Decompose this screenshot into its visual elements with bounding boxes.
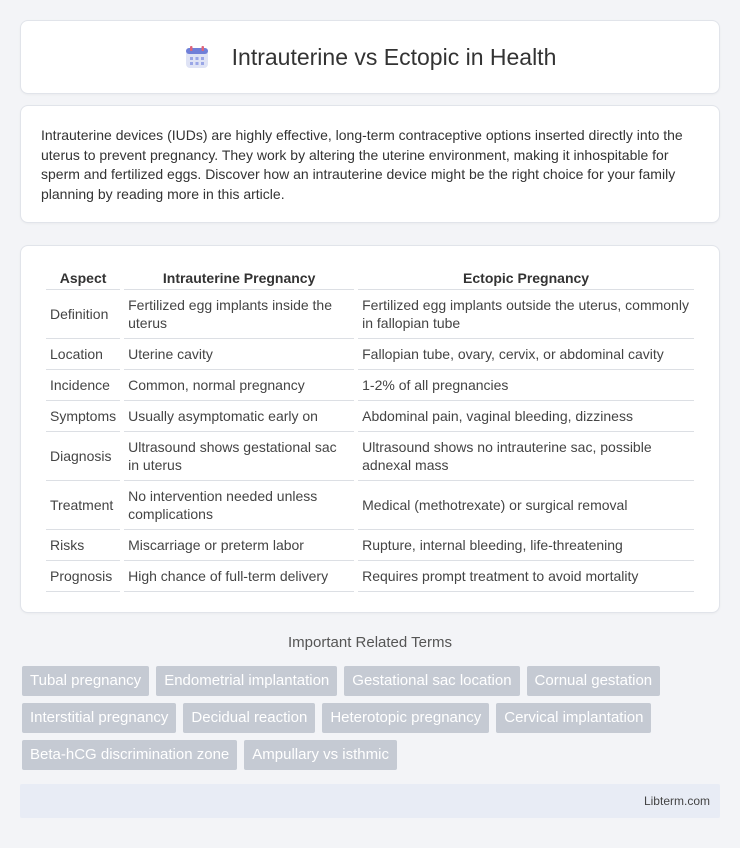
table-row	[46, 432, 694, 481]
cell-intrauterine: Uterine cavity	[124, 339, 354, 370]
table-row	[46, 370, 694, 401]
table-row	[46, 561, 694, 592]
table-header-row	[46, 264, 694, 290]
comparison-table	[42, 264, 698, 592]
cell-aspect: Risks	[46, 530, 120, 561]
cell-aspect: Prognosis	[46, 561, 120, 592]
related-term-tag[interactable]: Endometrial implantation	[156, 666, 337, 696]
table-row	[46, 530, 694, 561]
intro-card	[20, 105, 720, 223]
related-term-tag[interactable]: Beta-hCG discrimination zone	[22, 740, 237, 770]
footer-site-link[interactable]: Libterm.com	[643, 794, 710, 808]
related-term-tag[interactable]: Ampullary vs isthmic	[244, 740, 397, 770]
cell-aspect: Incidence	[46, 370, 120, 401]
related-term-tag[interactable]: Gestational sac location	[344, 666, 519, 696]
cell-ectopic: Rupture, internal bleeding, life-threatening	[358, 530, 694, 561]
table-row	[46, 401, 694, 432]
cell-intrauterine: Common, normal pregnancy	[124, 370, 354, 401]
footer	[20, 784, 720, 818]
calendar-icon	[184, 44, 210, 70]
cell-ectopic: Requires prompt treatment to avoid mortality	[358, 561, 694, 592]
related-term-tag[interactable]: Cornual gestation	[527, 666, 661, 696]
cell-ectopic: Fallopian tube, ovary, cervix, or abdominal cavity	[358, 339, 694, 370]
related-term-tag[interactable]: Interstitial pregnancy	[22, 703, 176, 733]
cell-aspect: Definition	[46, 290, 120, 339]
header-aspect: Aspect	[46, 264, 120, 290]
cell-aspect: Location	[46, 339, 120, 370]
cell-intrauterine: Miscarriage or preterm labor	[124, 530, 354, 561]
related-term-tag[interactable]: Cervical implantation	[496, 703, 651, 733]
cell-aspect: Treatment	[46, 481, 120, 530]
header-ectopic: Ectopic Pregnancy	[358, 264, 694, 290]
cell-intrauterine: No intervention needed unless complications	[124, 481, 354, 530]
related-term-tag[interactable]: Tubal pregnancy	[22, 666, 149, 696]
cell-intrauterine: Usually asymptomatic early on	[124, 401, 354, 432]
table-row	[46, 290, 694, 339]
related-term-tag[interactable]: Decidual reaction	[183, 703, 315, 733]
related-terms-title: Important Related Terms	[288, 634, 452, 651]
cell-ectopic: Abdominal pain, vaginal bleeding, dizziness	[358, 401, 694, 432]
cell-aspect: Symptoms	[46, 401, 120, 432]
page-title: Intrauterine vs Ectopic in Health	[231, 43, 557, 70]
cell-ectopic: Fertilized egg implants outside the uterus, commonly in fallopian tube	[358, 290, 694, 339]
related-terms-list	[22, 666, 722, 770]
cell-intrauterine: Ultrasound shows gestational sac in uterus	[124, 432, 354, 481]
comparison-table-card	[20, 245, 720, 613]
table-row	[46, 481, 694, 530]
cell-intrauterine: Fertilized egg implants inside the uterus	[124, 290, 354, 339]
cell-ectopic: Medical (methotrexate) or surgical removal	[358, 481, 694, 530]
table-row	[46, 339, 694, 370]
header-card	[20, 20, 720, 94]
cell-aspect: Diagnosis	[46, 432, 120, 481]
intro-text: Intrauterine devices (IUDs) are highly effective, long-term contraceptive options inserted directly into the uterus to prevent pregnancy. They work by altering the uterine environment, making it inhospitable for sperm and fertilized eggs. Discover how an intrauterine device might be the right choice for your family planning by reading more in this article.	[41, 127, 683, 202]
cell-ectopic: Ultrasound shows no intrauterine sac, possible adnexal mass	[358, 432, 694, 481]
related-term-tag[interactable]: Heterotopic pregnancy	[322, 703, 489, 733]
cell-ectopic: 1-2% of all pregnancies	[358, 370, 694, 401]
header-intrauterine: Intrauterine Pregnancy	[124, 264, 354, 290]
cell-intrauterine: High chance of full-term delivery	[124, 561, 354, 592]
